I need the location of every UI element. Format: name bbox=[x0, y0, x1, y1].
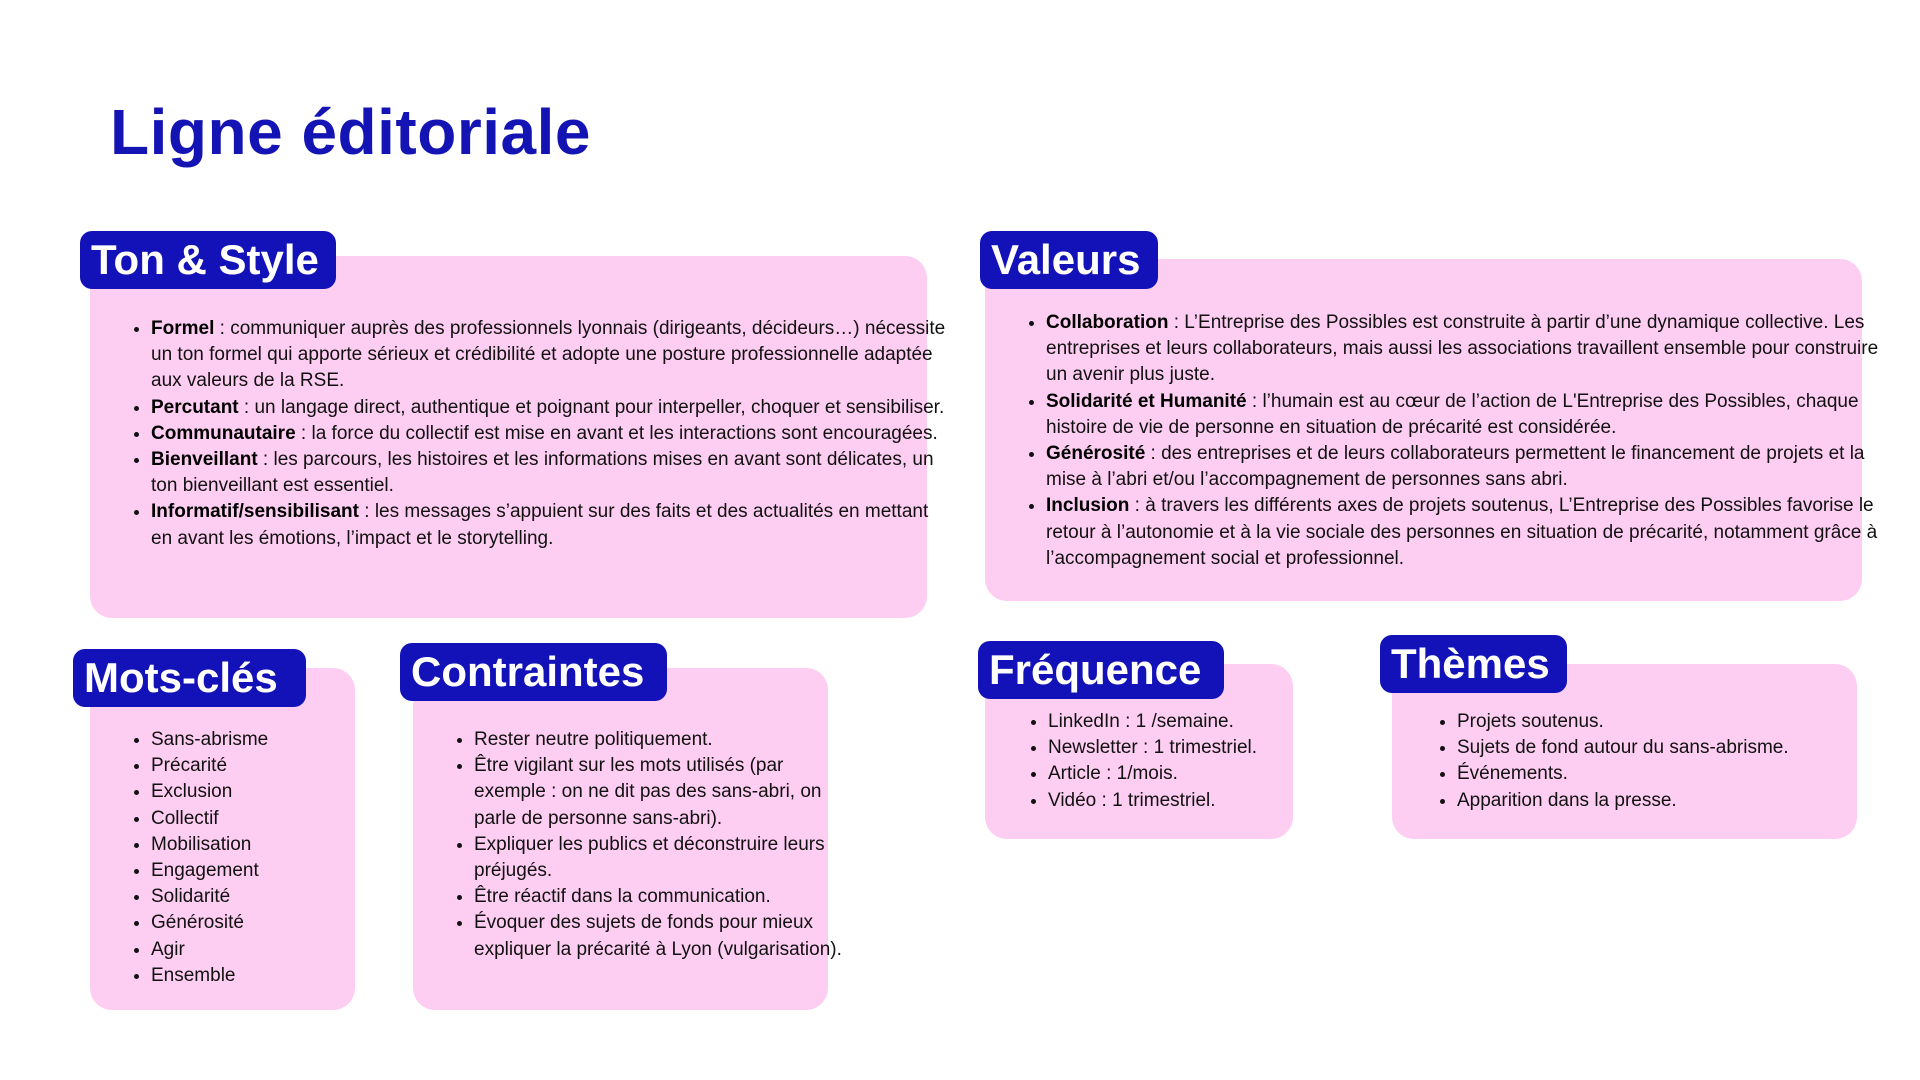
list-item: • Être réactif dans la communication. bbox=[474, 884, 850, 910]
list-item: • Évoquer des sujets de fonds pour mieux expliquer la précarité à Lyon (vulgarisation). bbox=[474, 910, 850, 962]
mots-cles-heading: Mots-clés bbox=[73, 649, 306, 707]
list-item: • Collectif bbox=[151, 806, 376, 832]
valeurs-heading: Valeurs bbox=[980, 231, 1158, 289]
list-item: • Newsletter : 1 trimestriel. bbox=[1048, 735, 1316, 761]
list-item: • Être vigilant sur les mots utilisés (par exemple : on ne dit pas des sans-abri, on parle de personne sans-abri). bbox=[474, 753, 850, 832]
list-item: • Événements. bbox=[1457, 761, 1882, 787]
list-item-term: Bienveillant bbox=[151, 449, 258, 471]
list-item bbox=[151, 395, 946, 421]
list-item: • Engagement bbox=[151, 858, 376, 884]
list-item: • LinkedIn : 1 /semaine. bbox=[1048, 709, 1316, 735]
list-item bbox=[1046, 310, 1886, 389]
list-item: • Générosité bbox=[151, 910, 376, 936]
list-item: • Solidarité bbox=[151, 884, 376, 910]
list-item-text: : l’humain est au cœur de l’action de L'Entreprise des Possibles, chaque histoire de vie de personne en situation de précarité est considérée. bbox=[1046, 390, 1859, 438]
list-item-term: Générosité bbox=[1046, 443, 1146, 465]
list-item: • Projets soutenus. bbox=[1457, 709, 1882, 735]
list-item: • Sujets de fond autour du sans-abrisme. bbox=[1457, 735, 1882, 761]
list-item: • Ensemble bbox=[151, 963, 376, 989]
list-item-term: Formel bbox=[151, 318, 215, 339]
list-item-text: : les parcours, les histoires et les informations mises en avant sont délicates, un ton bienveillant est essentiel. bbox=[151, 449, 934, 497]
list-item-term: Communautaire bbox=[151, 422, 296, 444]
list-item-term: Inclusion bbox=[1046, 495, 1130, 517]
themes-heading: Thèmes bbox=[1380, 635, 1567, 693]
contraintes-list bbox=[444, 727, 850, 963]
list-item bbox=[151, 447, 946, 499]
list-item bbox=[151, 316, 946, 395]
list-item-text: : des entreprises et de leurs collaborateurs permettent le financement de projets et la mise à l’abri et/ou l’accompagnement de personnes sans abri. bbox=[1046, 443, 1865, 491]
valeurs-list bbox=[1016, 310, 1886, 572]
mots-cles-list bbox=[121, 727, 376, 989]
ton-style-list bbox=[121, 316, 946, 552]
list-item: • Apparition dans la presse. bbox=[1457, 788, 1882, 814]
list-item-text: : les messages s’appuient sur des faits et des actualités en mettant en avant les émotions, l’impact et le storytelling. bbox=[151, 501, 929, 549]
list-item: • Sans-abrisme bbox=[151, 727, 376, 753]
list-item bbox=[1046, 493, 1886, 572]
page-title: Ligne éditoriale bbox=[110, 96, 591, 168]
list-item bbox=[151, 499, 946, 551]
list-item: • Précarité bbox=[151, 753, 376, 779]
frequence-list bbox=[1018, 709, 1316, 814]
list-item-text: : un langage direct, authentique et poignant pour interpeller, choquer et sensibiliser. bbox=[238, 396, 945, 418]
list-item: • Article : 1/mois. bbox=[1048, 761, 1316, 787]
list-item: • Rester neutre politiquement. bbox=[474, 727, 850, 753]
contraintes-heading: Contraintes bbox=[400, 643, 667, 701]
list-item bbox=[1046, 441, 1886, 493]
list-item bbox=[1046, 389, 1886, 441]
list-item-term: Solidarité et Humanité bbox=[1046, 390, 1247, 412]
frequence-heading: Fréquence bbox=[978, 641, 1224, 699]
list-item-text: : L’Entreprise des Possibles est construite à partir d’une dynamique collective. Les entreprises et leurs collaborateurs, mais aussi les associations travaillent ensemble pour construire un avenir plus juste. bbox=[1046, 312, 1879, 386]
themes-list bbox=[1427, 709, 1882, 814]
list-item: • Agir bbox=[151, 937, 376, 963]
list-item-text: : la force du collectif est mise en avant et les interactions sont encouragées. bbox=[295, 422, 938, 444]
list-item-term: Informatif/sensibilisant bbox=[151, 501, 359, 523]
list-item-term: Percutant bbox=[151, 396, 239, 418]
list-item-term: Collaboration bbox=[1046, 312, 1169, 333]
list-item: • Vidéo : 1 trimestriel. bbox=[1048, 788, 1316, 814]
list-item bbox=[151, 421, 946, 447]
list-item: • Exclusion bbox=[151, 779, 376, 805]
list-item-text: : communiquer auprès des professionnels lyonnais (dirigeants, décideurs…) nécessite un ton formel qui apporte sérieux et crédibilité et adopte une posture professionnelle adaptée aux valeurs de la RSE. bbox=[151, 318, 946, 392]
ton-style-heading: Ton & Style bbox=[80, 231, 336, 289]
list-item-text: : à travers les différents axes de projets soutenus, L’Entreprise des Possibles favorise le retour à l’autonomie et à la vie sociale des personnes en situation de précarité, notamment grâce à l’accompagnement social et professionnel. bbox=[1046, 495, 1878, 569]
list-item: • Mobilisation bbox=[151, 832, 376, 858]
list-item: • Expliquer les publics et déconstruire leurs préjugés. bbox=[474, 832, 850, 884]
